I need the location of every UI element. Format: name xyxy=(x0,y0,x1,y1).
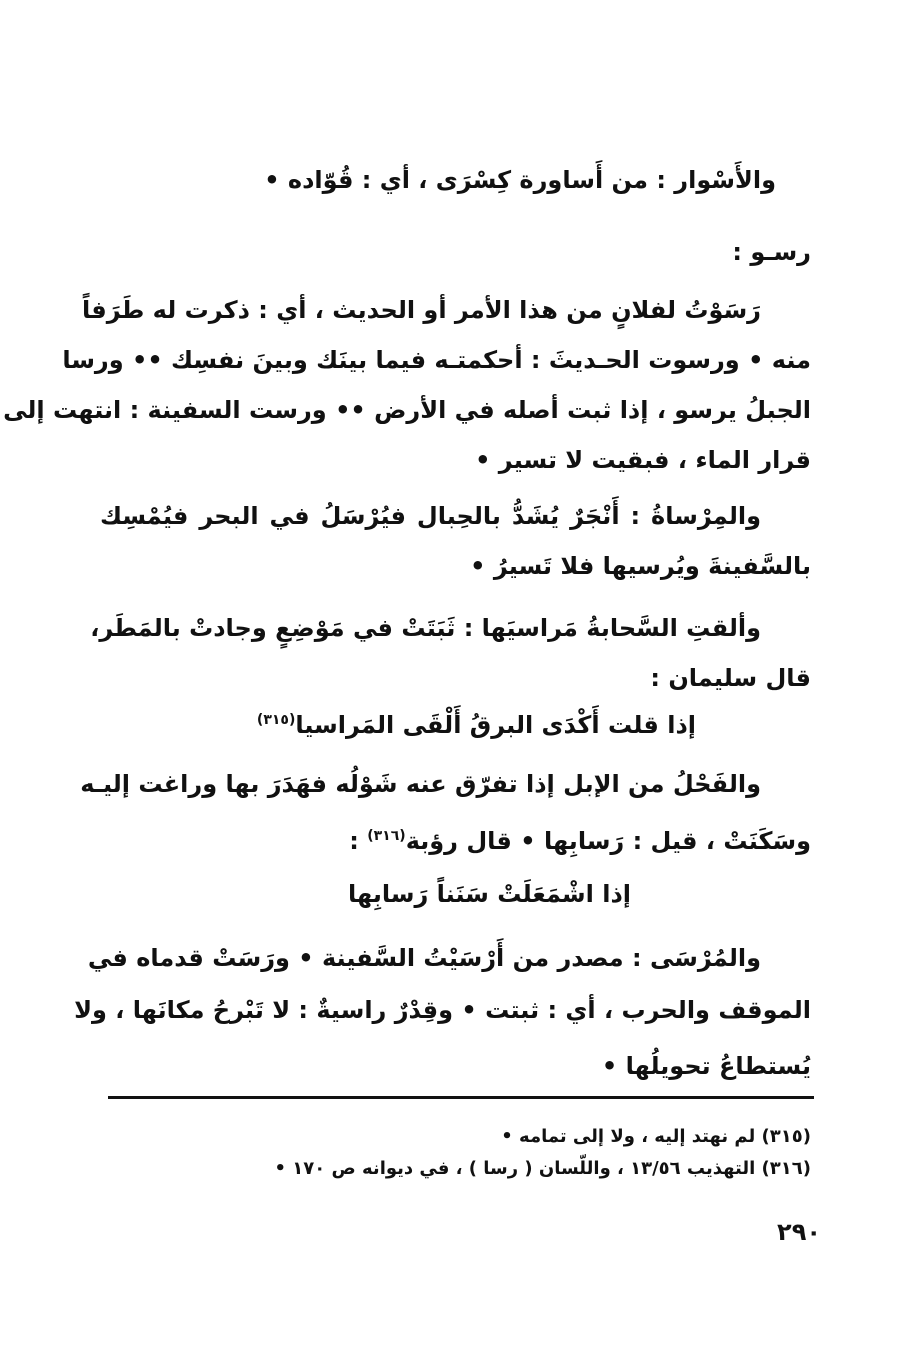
paragraph-line: والمُرْسَى : مصدر من أَرْسَيْتُ السَّفينة • ورَسَتْ قدماه في xyxy=(87,944,761,972)
paragraph-line: وألقتِ السَّحابةُ مَراسيَها : ثَبَتَتْ في مَوْضِعٍ وجادتْ بالمَطَر، xyxy=(90,614,761,642)
paragraph-line: منه • ورسوت الحـديثَ : أحكمتـه فيما بينَك وبينَ نفسِك •• ورسا xyxy=(62,346,811,374)
verse-text: إذا قلت أَكْدَى البرقُ أَلْقَى المَراسيا xyxy=(295,711,696,739)
paragraph-line: الموقف والحرب ، أي : ثبتت • وقِدْرٌ راسيةٌ : لا تَبْرحُ مكانَها ، ولا xyxy=(74,996,811,1024)
paragraph-line: والمِرْساةُ : أَنْجَرٌ يُشَدُّ بالحِبال فيُرْسَلُ في البحر فيُمْسِك xyxy=(100,502,761,530)
text-line-asawir: والأَسْوار : من أَساورة كِسْرَى ، أي : قُوّاده • xyxy=(264,166,776,194)
paragraph-line xyxy=(100,816,811,861)
line-text: وسَكَنَتْ ، قيل : رَسابِها • قال رؤبة xyxy=(405,827,811,855)
paragraph-line: قرار الماء ، فبقيت لا تسير • xyxy=(475,446,811,474)
paragraph-line: رَسَوْتُ لفلانٍ من هذا الأمر أو الحديث ، أي : ذكرت له طَرَفاً xyxy=(82,296,761,324)
footnote-315: (٣١٥) لم نهتد إليه ، ولا إلى تمامه • xyxy=(501,1126,811,1147)
paragraph-line: يُستطاعُ تحويلُها • xyxy=(601,1052,811,1080)
footnote-ref-315: (٣١٥) xyxy=(256,712,296,728)
paragraph-line: الجبلُ يرسو ، إذا ثبت أصله في الأرض •• ورست السفينة : انتهت إلى xyxy=(3,396,811,424)
page-number: ٢٩٠ xyxy=(777,1218,821,1246)
colon: : xyxy=(349,827,359,855)
footnote-316: (٣١٦) التهذيب ١٣/٥٦ ، واللّسان ( رسا ) ، في ديوانه ص ١٧٠ • xyxy=(274,1158,811,1179)
entry-heading-rasw: رسـو : xyxy=(732,238,811,266)
footnote-ref-316: (٣١٦) xyxy=(367,828,406,844)
paragraph-line: قال سليمان : xyxy=(650,664,811,692)
verse-line: إذا اشْمَعَلَتْ سَنَناً رَسابِها xyxy=(347,880,631,908)
paragraph-line: والفَحْلُ من الإبل إذا تفرّق عنه شَوْلُه فهَدَرَ بها وراغت إليـه xyxy=(80,770,761,798)
footnote-divider xyxy=(108,1096,814,1099)
verse-line xyxy=(100,700,696,745)
paragraph-line: بالسَّفينةَ ويُرسيها فلا تَسيرُ • xyxy=(470,552,811,580)
